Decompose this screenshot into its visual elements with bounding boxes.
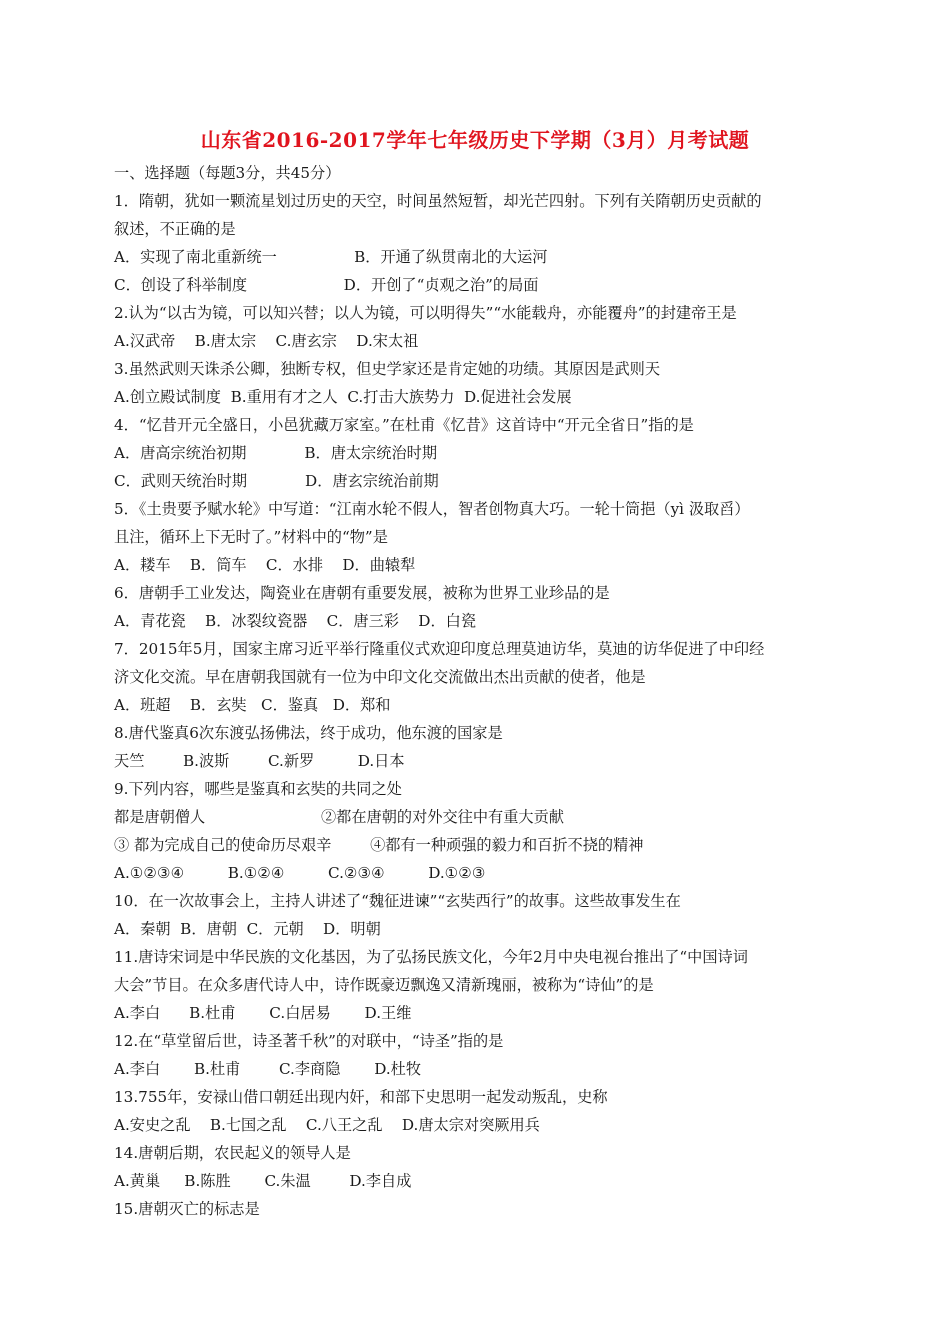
question-9-items-12: 都是唐朝僧人 ②都在唐朝的对外交往中有重大贡献 [114,808,564,826]
question-1: 1．隋朝，犹如一颗流星划过历史的天空，时间虽然短暂，却光芒四射。下列有关隋朝历史贡献的 [114,192,762,210]
question-5: 5．《土贵要予赋水轮》中写道：“江南水轮不假人，智者创物真大巧。一轮十筒挹（yì 汲取舀） [114,500,750,518]
question-4: 4．“忆昔开元全盛日，小邑犹藏万家室。”在杜甫《忆昔》这首诗中“开元全省日”指的是 [114,416,694,434]
question-5-options: A．耧车 B．筒车 C．水排 D．曲辕犁 [114,556,416,574]
question-11-options: A.李白 B.杜甫 C.白居易 D.王维 [114,1004,412,1022]
question-1-options-cd: C．创设了科举制度 D．开创了“贞观之治”的局面 [114,276,539,294]
question-11-cont: 大会”节目。在众多唐代诗人中，诗作既豪迈飘逸又清新瑰丽，被称为“诗仙”的是 [114,976,654,994]
question-7-cont: 济文化交流。早在唐朝我国就有一位为中印文化交流做出杰出贡献的使者，他是 [114,668,646,686]
question-14: 14.唐朝后期，农民起义的领导人是 [114,1144,351,1162]
question-10: 10．在一次故事会上，主持人讲述了“魏征进谏”“玄奘西行”的故事。这些故事发生在 [114,892,681,910]
question-6: 6．唐朝手工业发达，陶瓷业在唐朝有重要发展，被称为世界工业珍品的是 [114,584,610,602]
question-13: 13.755年，安禄山借口朝廷出现内奸，和部下史思明一起发动叛乱，史称 [114,1088,608,1106]
question-10-options: A．秦朝 B．唐朝 C．元朝 D．明朝 [114,920,381,938]
question-2: 2.认为“以古为镜，可以知兴替；以人为镜，可以明得失”“水能载舟，亦能覆舟”的封建帝王是 [114,304,737,322]
question-9-items-34: ③ 都为完成自己的使命历尽艰辛 ④都有一种顽强的毅力和百折不挠的精神 [114,836,644,854]
question-14-options: A.黄巢 B.陈胜 C.朱温 D.李自成 [114,1172,412,1190]
question-3-options: A.创立殿试制度 B.重用有才之人 C.打击大族势力 D.促进社会发展 [114,388,572,406]
question-6-options: A．青花瓷 B．冰裂纹瓷器 C．唐三彩 D．白瓷 [114,612,477,630]
question-7: 7．2015年5月，国家主席习近平举行隆重仪式欢迎印度总理莫迪访华，莫迪的访华促进了中印经 [114,640,765,658]
question-8: 8.唐代鉴真6次东渡弘扬佛法，终于成功，他东渡的国家是 [114,724,503,742]
question-4-options-cd: C．武则天统治时期 D．唐玄宗统治前期 [114,472,439,490]
section-heading: 一、选择题（每题3分，共45分） [114,164,341,182]
question-8-options: 天竺 B.波斯 C.新罗 D.日本 [114,752,405,770]
question-15: 15.唐朝灭亡的标志是 [114,1200,260,1218]
question-5-cont: 且注，循环上下无时了。”材料中的“物”是 [114,528,388,546]
question-2-options: A.汉武帝 B.唐太宗 C.唐玄宗 D.宋太祖 [114,332,419,350]
page-title: 山东省2016-2017学年七年级历史下学期（3月）月考试题 [200,128,750,152]
question-12-options: A.李白 B.杜甫 C.李商隐 D.杜牧 [114,1060,422,1078]
question-4-options-ab: A．唐高宗统治初期 B．唐太宗统治时期 [114,444,438,462]
question-12: 12.在“草堂留后世，诗圣著千秋”的对联中，“诗圣”指的是 [114,1032,504,1050]
question-9-options: A.①②③④ B.①②④ C.②③④ D.①②③ [114,864,486,882]
question-1-options-ab: A．实现了南北重新统一 B．开通了纵贯南北的大运河 [114,248,548,266]
question-13-options: A.安史之乱 B.七国之乱 C.八王之乱 D.唐太宗对突厥用兵 [114,1116,540,1134]
question-9: 9.下列内容，哪些是鉴真和玄奘的共同之处 [114,780,402,798]
question-7-options: A．班超 B．玄奘 C．鉴真 D．郑和 [114,696,391,714]
question-1-cont: 叙述，不正确的是 [114,220,236,238]
question-3: 3.虽然武则天诛杀公卿，独断专权，但史学家还是肯定她的功绩。其原因是武则天 [114,360,661,378]
question-11: 11.唐诗宋词是中华民族的文化基因，为了弘扬民族文化，今年2月中央电视台推出了“中国诗词 [114,948,748,966]
